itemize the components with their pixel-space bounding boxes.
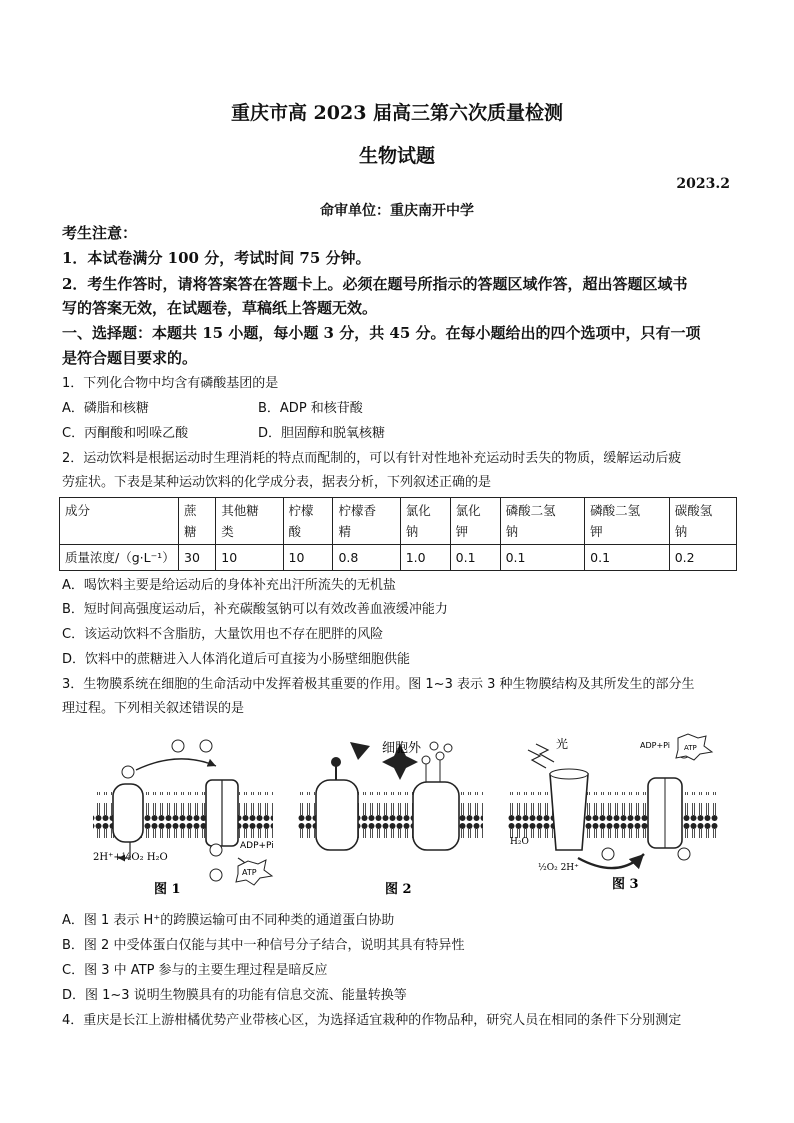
q1-option-c: C．丙酮酸和吲哚乙酸 [62,426,189,441]
figure-3 [508,734,718,892]
exam-title: 重庆市高 2023 届高三第六次质量检测 [230,102,564,124]
question-1-stem: 1．下列化合物中均含有磷酸基团的是 [62,376,279,391]
fig3-oxygen-text: ½O₂ 2H⁺ [538,863,579,873]
table-cell: 0.1 [585,545,670,571]
fig3-water-text: H₂O [510,837,529,847]
section-heading: 一、选择题：本题共 15 小题，每小题 3 分，共 45 分。在每小题给出的四个选项中，只有一项 [62,324,701,342]
question-3-stem: 3．生物膜系统在细胞的生命活动中发挥着极其重要的作用。图 1~3 表示 3 种生物膜结构及其所发生的部分生 [62,677,695,692]
table-cell: 0.1 [500,545,585,571]
question-2-stem: 劳症状。下表是某种运动饮料的化学成分表，据表分析，下列叙述正确的是 [62,475,492,490]
table-header-cell: 成分 [60,498,179,545]
table-header-cell: 柠檬 酸 [283,498,333,545]
q3-option-a: A．图 1 表示 H⁺的跨膜运输可由不同种类的通道蛋白协助 [62,913,395,928]
section-heading: 是符合题目要求的。 [62,349,198,367]
q2-option-b: B．短时间高强度运动后，补充碳酸氢钠可以有效改善血液缓冲能力 [62,602,448,617]
question-2-stem: 2．运动饮料是根据运动时生理消耗的特点而配制的，可以有针对性地补充运动时丢失的物质，缓解运动后疲 [62,451,682,466]
table-row [60,545,737,571]
table-header-cell: 柠檬香 精 [333,498,400,545]
fig1-reaction-text: 2H⁺+½O₂ H₂O [93,852,168,863]
q2-option-d: D．饮料中的蔗糖进入人体消化道后可直接为小肠壁细胞供能 [62,652,411,667]
composition-table [59,497,737,571]
fig3-adp-text: ADP+Pi [640,741,671,750]
notice-item: 2．考生作答时，请将答案答在答题卡上。必须在题号所指示的答题区域作答，超出答题区域书 [62,275,688,293]
cell-exterior-label: 细胞外 [382,741,422,756]
table-cell: 10 [283,545,333,571]
table-header-cell: 氯化 钾 [450,498,500,545]
q1-option-a: A．磷脂和核糖 [62,401,149,416]
table-header-cell: 氯化 钠 [400,498,450,545]
table-header-cell: 其他糖 类 [216,498,283,545]
table-cell: 10 [216,545,283,571]
subject-title: 生物试题 [358,145,435,167]
table-cell: 1.0 [400,545,450,571]
table-header-cell: 磷酸二氢 钾 [585,498,670,545]
table-cell: 0.2 [669,545,736,571]
table-cell: 0.1 [450,545,500,571]
table-row-label: 质量浓度/（g·L⁻¹） [60,545,179,571]
fig3-label: 图 3 [612,877,639,892]
table-cell: 0.8 [333,545,400,571]
table-header-row [60,498,737,545]
fig1-atp-text: ATP [242,868,257,877]
fig1-adp-text: ADP+Pi [240,841,274,851]
fig3-atp-text: ATP [684,744,697,752]
table-header-cell: 蔗 糖 [179,498,216,545]
fig2-label: 图 2 [385,882,412,897]
q1-option-b: B．ADP 和核苷酸 [258,401,363,416]
q1-option-d: D．胆固醇和脱氧核糖 [258,426,386,441]
question-4-stem: 4．重庆是长江上游柑橘优势产业带核心区，为选择适宜栽种的作物品种，研究人员在相同的条件下分别测定 [62,1013,682,1028]
table-cell: 30 [179,545,216,571]
notice-item: 1．本试卷满分 100 分，考试时间 75 分钟。 [62,249,371,267]
q3-option-b: B．图 2 中受体蛋白仅能与其中一种信号分子结合，说明其具有特异性 [62,938,465,953]
fig1-label: 图 1 [154,882,181,897]
light-label: 光 [556,737,569,751]
q2-option-a: A．喝饮料主要是给运动后的身体补充出汗所流失的无机盐 [62,578,396,593]
figure-2 [298,741,483,897]
notice-heading: 考生注意： [62,224,138,242]
q2-option-c: C．该运动饮料不含脂肪，大量饮用也不存在肥胖的风险 [62,627,384,642]
figure-1 [93,740,274,897]
question-3-stem: 理过程。下列相关叙述错误的是 [62,701,245,716]
setting-unit: 命审单位：重庆南开中学 [320,203,474,219]
table-header-cell: 磷酸二氢 钠 [500,498,585,545]
q3-option-c: C．图 3 中 ATP 参与的主要生理过程是暗反应 [62,963,328,978]
exam-date: 2023.2 [676,176,730,192]
membrane-figure [88,730,728,900]
table-header-cell: 碳酸氢 钠 [669,498,736,545]
notice-item: 写的答案无效，在试题卷，草稿纸上答题无效。 [62,299,378,317]
q3-option-d: D．图 1~3 说明生物膜具有的功能有信息交流、能量转换等 [62,988,407,1003]
